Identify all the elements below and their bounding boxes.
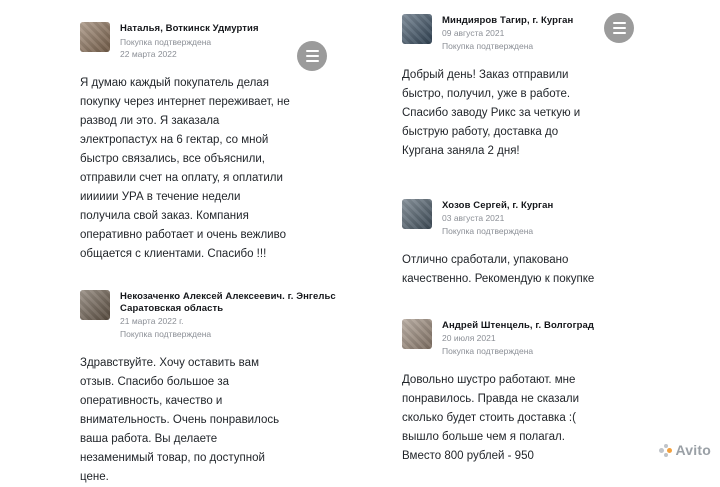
avito-watermark	[659, 442, 711, 458]
reviewer-name: Наталья, Воткинск Удмуртия	[120, 23, 259, 34]
review-date: 21 марта 2022 г.	[120, 316, 184, 326]
reviewer-name: Некозаченко Алексей Алексеевич. г. Энгельс Саратовская область	[120, 291, 336, 314]
review-header	[80, 290, 346, 340]
review-meta	[120, 22, 259, 60]
review-meta	[120, 290, 346, 340]
reviewer-name: Андрей Штенцель, г. Волгоград	[442, 320, 595, 331]
review-header	[402, 14, 706, 52]
review-meta	[442, 14, 573, 52]
review-meta	[442, 199, 553, 237]
verified-purchase-label: Покупка подтверждена	[120, 329, 212, 339]
watermark-label: Avito	[675, 442, 711, 458]
reviewer-name: Миндияров Тагир, г. Курган	[442, 15, 574, 26]
review-text: Отлично сработали, упаковано качественно. Рекомендую к покупке	[402, 254, 595, 285]
avatar	[402, 14, 432, 44]
verified-purchase-label: Покупка подтверждена	[442, 346, 534, 356]
reviewer-name: Хозов Сергей, г. Курган	[442, 200, 554, 211]
review-date: 09 августа 2021	[442, 28, 505, 38]
review-text: Здравствуйте. Хочу оставить вам отзыв. Спасибо большое за оперативность, качество и внимательность. Очень понравилось ваша работа. Вы делаете незаменимый товар, по доступной цене.	[80, 357, 280, 483]
verified-purchase-label: Покупка подтверждена	[442, 41, 534, 51]
avatar	[80, 22, 110, 52]
review-card	[402, 199, 706, 289]
review-card	[80, 290, 346, 487]
menu-icon[interactable]	[297, 41, 327, 71]
review-card	[402, 14, 706, 161]
review-header	[402, 199, 706, 237]
avatar	[402, 199, 432, 229]
review-meta	[442, 319, 594, 357]
review-text: Добрый день! Заказ отправили быстро, получил, уже в работе. Спасибо заводу Рикс за четкую и быструю работу, доставка до Кургана заняла 2 дня!	[402, 69, 581, 157]
avatar	[80, 290, 110, 320]
review-date: 22 марта 2022	[120, 49, 177, 59]
avatar	[402, 319, 432, 349]
reviews-column-right	[360, 0, 720, 466]
review-text: Я думаю каждый покупатель делая покупку через интернет переживает, не развод ли это. Я заказала электропастух на 6 гектар, со мной быстро связались, все объяснили, отправили счет на оплату, я оплатили ииииии УРА в течение недели получила свой заказ. Компания оперативно работает и очень вежливо общается с клиентами. Спасибо !!!	[80, 77, 290, 260]
verified-purchase-label: Покупка подтверждена	[442, 226, 534, 236]
verified-purchase-label: Покупка подтверждена	[120, 37, 212, 47]
avito-logo-icon	[659, 444, 672, 457]
review-text: Довольно шустро работают. мне понравилось. Правда не сказали сколько будет стоить доставка :( вышло больше чем я полагал. Вместо 800 рублей - 950	[402, 374, 580, 462]
review-header	[402, 319, 706, 357]
menu-icon[interactable]	[604, 13, 634, 43]
review-date: 03 августа 2021	[442, 213, 505, 223]
review-date: 20 июля 2021	[442, 333, 496, 343]
